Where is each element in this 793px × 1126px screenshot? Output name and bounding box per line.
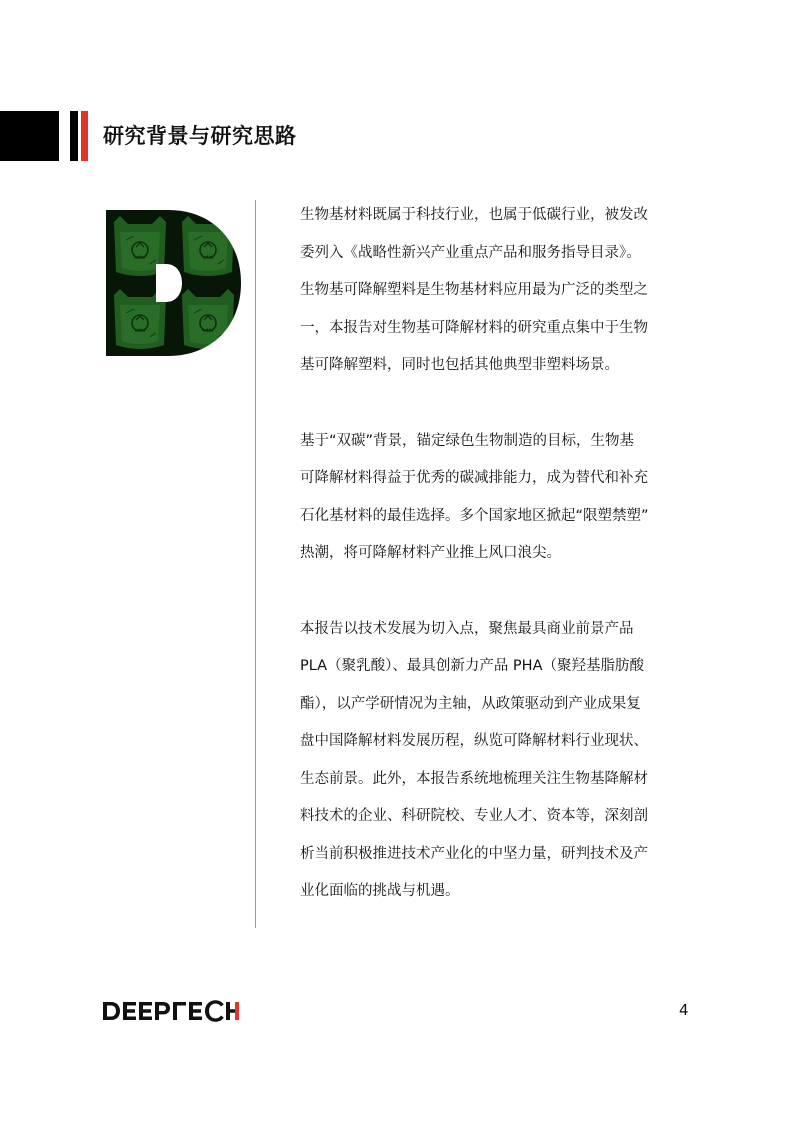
text-line: 可降解材料得益于优秀的碳减排能力，成为替代和补充 xyxy=(300,470,648,486)
text-line: 热潮，将可降解材料产业推上风口浪尖。 xyxy=(300,545,561,561)
page-number: 4 xyxy=(679,1001,689,1019)
vertical-divider xyxy=(255,200,256,928)
text-line: 石化基材料的最佳选择。多个国家地区掀起“限塑禁塑” xyxy=(300,507,649,524)
paragraph xyxy=(300,611,695,911)
text-line: 本报告以技术发展为切入点，聚焦最具商业前景产品 xyxy=(300,620,634,637)
paragraph xyxy=(300,197,695,385)
text-line: 基可降解塑料，同时也包括其他典型非塑料场景。 xyxy=(300,357,619,373)
text-line: 生物基材料既属于科技行业，也属于低碳行业，被发改 xyxy=(300,207,648,223)
section-title: 研究背景与研究思路 xyxy=(103,124,297,148)
header-accent-bar-red xyxy=(81,111,88,161)
paragraph xyxy=(300,423,695,573)
dropcap-d-graphic xyxy=(106,210,241,356)
text-line: 业化面临的挑战与机遇。 xyxy=(300,883,460,899)
header-black-block xyxy=(0,111,59,161)
text-line: 盘中国降解材料发展历程，纵览可降解材料行业现状、 xyxy=(300,733,648,749)
text-line: 基于“双碳”背景，锚定绿色生物制造的目标，生物基 xyxy=(300,432,635,449)
header-accent-bar-black xyxy=(70,111,78,161)
text-line: 一，本报告对生物基可降解材料的研究重点集中于生物 xyxy=(300,319,648,336)
text-line: 析当前积极推进技术产业化的中坚力量，研判技术及产 xyxy=(300,845,648,862)
body-text xyxy=(300,197,695,949)
text-line: 料技术的企业、科研院校、专业人才、资本等，深刻剖 xyxy=(300,808,648,824)
text-line: PLA（聚乳酸）、最具创新力产品 PHA（聚羟基脂肪酸 xyxy=(300,658,644,674)
text-line: 酯），以产学研情况为主轴，从政策驱动到产业成果复 xyxy=(300,695,641,712)
text-line: 生物基可降解塑料是生物基材料应用最为广泛的类型之 xyxy=(300,282,648,298)
text-line: 生态前景。此外，本报告系统地梳理关注生物基降解材 xyxy=(300,770,648,787)
deeptech-logo xyxy=(103,1000,239,1022)
text-line: 委列入《战略性新兴产业重点产品和服务指导目录》。 xyxy=(300,244,641,261)
